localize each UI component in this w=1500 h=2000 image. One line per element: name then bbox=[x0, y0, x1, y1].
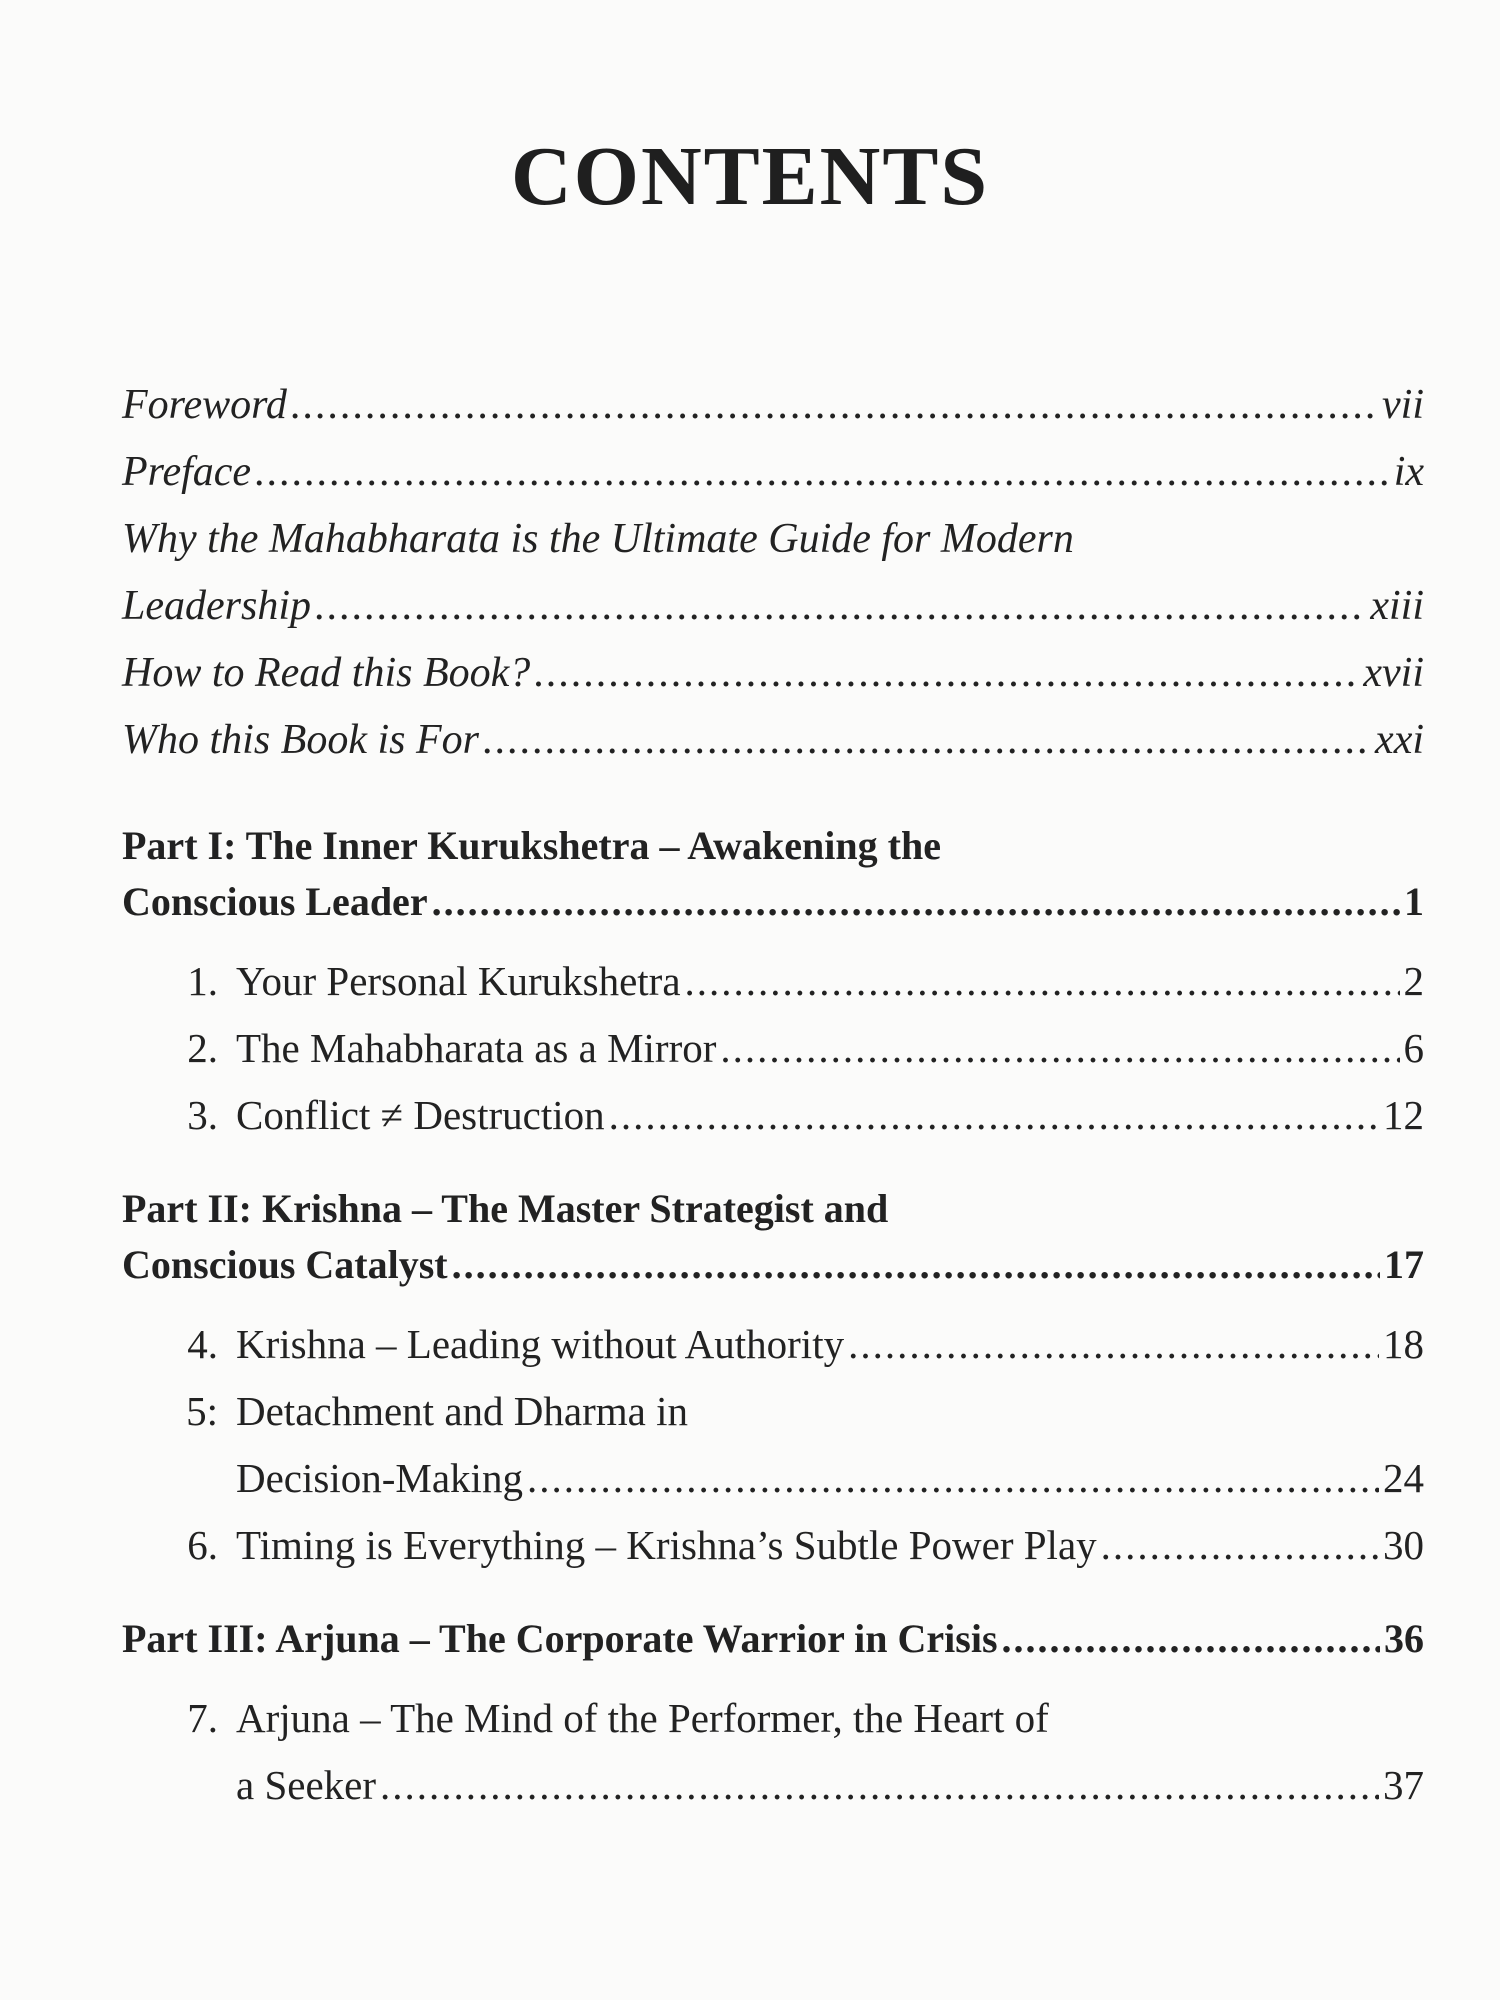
spacer bbox=[122, 774, 1424, 818]
entry-title: Foreword bbox=[122, 382, 287, 428]
part-page-number: 36 bbox=[1384, 1616, 1424, 1661]
entry-page-number: ix bbox=[1393, 449, 1424, 495]
toc-entry-why-mahabharata[interactable] bbox=[122, 573, 1424, 640]
dot-leader bbox=[609, 1082, 1379, 1149]
chapter-number: 7. bbox=[187, 1695, 218, 1741]
chapter-entry-6[interactable] bbox=[122, 1512, 1424, 1579]
entry-page-number: xiii bbox=[1370, 583, 1424, 629]
dot-leader bbox=[432, 874, 1400, 930]
table-of-contents bbox=[122, 372, 1424, 1819]
dot-leader bbox=[452, 1237, 1380, 1293]
chapter-page-number: 2 bbox=[1403, 958, 1424, 1004]
chapter-title: a Seeker bbox=[236, 1762, 376, 1808]
entry-title: How to Read this Book? bbox=[122, 650, 531, 696]
chapter-title: The Mahabharata as a Mirror bbox=[236, 1025, 717, 1071]
part-title: Part III: Arjuna – The Corporate Warrior in Crisis bbox=[122, 1616, 998, 1661]
part-heading-1[interactable] bbox=[122, 874, 1424, 930]
chapter-number: 1. bbox=[187, 958, 218, 1004]
part-page-number: 17 bbox=[1384, 1242, 1424, 1287]
part-heading-2-line1[interactable]: Part II: Krishna – The Master Strategist and bbox=[122, 1186, 889, 1231]
chapter-number: 2. bbox=[187, 1025, 218, 1071]
chapter-entry-5-line1[interactable] bbox=[122, 1378, 1424, 1445]
spacer bbox=[122, 1149, 1424, 1181]
chapter-entry-2[interactable] bbox=[122, 1015, 1424, 1082]
chapter-page-number: 12 bbox=[1383, 1092, 1424, 1138]
chapter-page-number: 24 bbox=[1383, 1455, 1424, 1501]
dot-leader bbox=[380, 1752, 1379, 1819]
dot-leader bbox=[291, 372, 1378, 439]
toc-entry-who-for[interactable] bbox=[122, 707, 1424, 774]
chapter-title: Decision-Making bbox=[236, 1455, 523, 1501]
dot-leader bbox=[1101, 1512, 1379, 1579]
part-title: Conscious Leader bbox=[122, 879, 428, 924]
dot-leader bbox=[534, 640, 1359, 707]
chapter-number: 3. bbox=[187, 1092, 218, 1138]
chapter-page-number: 18 bbox=[1383, 1321, 1424, 1367]
toc-entry-how-to-read[interactable] bbox=[122, 640, 1424, 707]
chapter-title: Detachment and Dharma in bbox=[236, 1388, 688, 1434]
dot-leader bbox=[720, 1015, 1399, 1082]
toc-entry-preface[interactable] bbox=[122, 439, 1424, 506]
chapter-title: Arjuna – The Mind of the Performer, the Heart of bbox=[236, 1695, 1049, 1741]
spacer bbox=[122, 1579, 1424, 1611]
part-heading-3[interactable] bbox=[122, 1611, 1424, 1667]
chapter-title: Conflict ≠ Destruction bbox=[236, 1092, 605, 1138]
chapter-entry-5[interactable] bbox=[122, 1445, 1424, 1512]
chapter-number: 6. bbox=[187, 1522, 218, 1568]
chapter-title: Your Personal Kurukshetra bbox=[236, 958, 681, 1004]
dot-leader bbox=[255, 439, 1390, 506]
part-heading-1-line1[interactable]: Part I: The Inner Kurukshetra – Awakening the bbox=[122, 823, 941, 868]
spacer bbox=[122, 1667, 1424, 1685]
dot-leader bbox=[685, 948, 1400, 1015]
dot-leader bbox=[315, 573, 1366, 640]
dot-leader bbox=[527, 1445, 1379, 1512]
entry-title: Preface bbox=[122, 449, 252, 495]
dot-leader bbox=[483, 707, 1371, 774]
entry-page-number: xvii bbox=[1363, 650, 1424, 696]
dot-leader bbox=[848, 1311, 1379, 1378]
page-title: CONTENTS bbox=[510, 130, 990, 223]
entry-title: Leadership bbox=[122, 583, 311, 629]
chapter-page-number: 6 bbox=[1403, 1025, 1424, 1071]
chapter-entry-7-line1[interactable] bbox=[122, 1685, 1424, 1752]
chapter-entry-3[interactable] bbox=[122, 1082, 1424, 1149]
chapter-page-number: 37 bbox=[1383, 1762, 1424, 1808]
part-heading-2[interactable] bbox=[122, 1237, 1424, 1293]
toc-entry-foreword[interactable] bbox=[122, 372, 1424, 439]
chapter-entry-7[interactable] bbox=[122, 1752, 1424, 1819]
chapter-title: Timing is Everything – Krishna’s Subtle Power Play bbox=[236, 1522, 1097, 1568]
entry-title: Who this Book is For bbox=[122, 717, 479, 763]
entry-page-number: xxi bbox=[1375, 717, 1424, 763]
chapter-number: 5: bbox=[186, 1388, 218, 1434]
spacer bbox=[122, 1293, 1424, 1311]
chapter-entry-4[interactable] bbox=[122, 1311, 1424, 1378]
entry-page-number: vii bbox=[1382, 382, 1424, 428]
chapter-page-number: 30 bbox=[1383, 1522, 1424, 1568]
chapter-entry-1[interactable] bbox=[122, 948, 1424, 1015]
chapter-number: 4. bbox=[187, 1321, 218, 1367]
part-title: Conscious Catalyst bbox=[122, 1242, 448, 1287]
toc-entry-why-mahabharata-line1[interactable]: Why the Mahabharata is the Ultimate Guide for Modern bbox=[122, 516, 1074, 562]
spacer bbox=[122, 930, 1424, 948]
dot-leader bbox=[1002, 1611, 1380, 1667]
chapter-title: Krishna – Leading without Authority bbox=[236, 1321, 845, 1367]
part-page-number: 1 bbox=[1404, 879, 1424, 924]
